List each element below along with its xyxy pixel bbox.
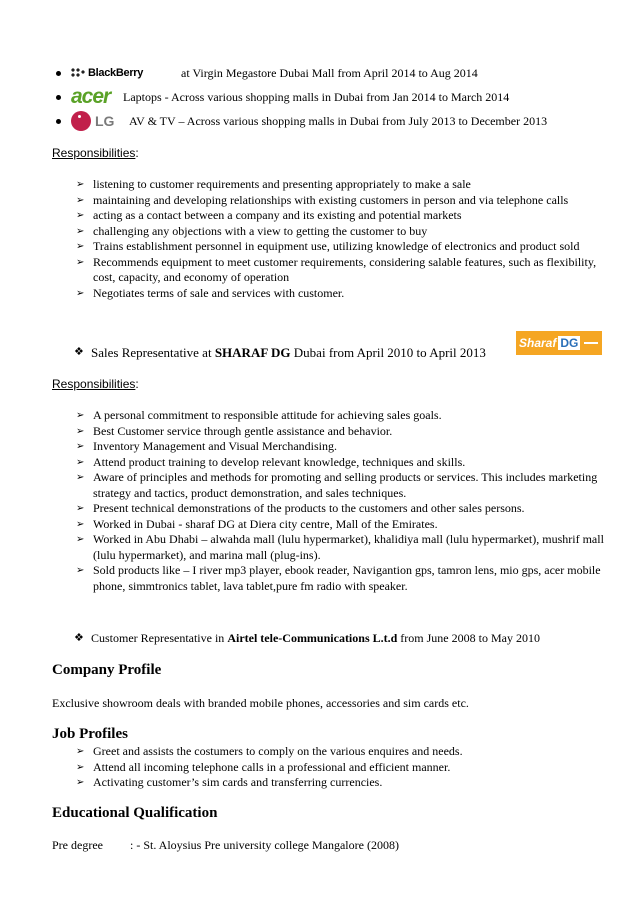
- company-profile-text: Exclusive showroom deals with branded mobile phones, accessories and sim cards etc.: [52, 696, 469, 710]
- lg-face-icon: [71, 111, 91, 131]
- blackberry-logo: BlackBerry: [71, 67, 181, 79]
- list-item: ➢ Worked in Abu Dhabi – alwahda mall (lulu hypermarket), khalidiya mall (lulu hypermarket), mushrif mall (lulu hypermarket), and marina mall (plug-ins).: [76, 532, 616, 563]
- responsibilities-list-2: [76, 408, 616, 594]
- brand-text: AV & TV – Across various shopping malls in Dubai from July 2013 to December 2013: [129, 113, 548, 128]
- list-item: ➢ Greet and assists the costumers to comply on the various enquires and needs.: [76, 744, 616, 760]
- list-item: ➢ acting as a contact between a company and its existing and potential markets: [76, 208, 616, 224]
- responsibilities-heading-2: Responsibilities:: [52, 377, 139, 391]
- list-item: ➢ listening to customer requirements and presenting appropriately to make a sale: [76, 177, 616, 193]
- list-item: ➢ Recommends equipment to meet customer requirements, considering salable features, such as flexibility, cost, capacity, and economy of operation: [76, 255, 616, 286]
- sales-rep-line: Sales Representative at SHARAF DG Dubai from April 2010 to April 2013: [91, 345, 486, 360]
- list-item: ➢ Trains establishment personnel in equipment use, utilizing knowledge of electronics and product sold: [76, 239, 616, 255]
- brand-text: Laptops - Across various shopping malls in Dubai from Jan 2014 to March 2014: [123, 89, 510, 104]
- list-item: ➢ A personal commitment to responsible attitude for achieving sales goals.: [76, 408, 616, 424]
- list-item: ➢ Inventory Management and Visual Merchandising.: [76, 439, 616, 455]
- lg-logo: LG: [71, 111, 129, 131]
- list-item: ➢ maintaining and developing relationships with existing customers in person and via telephone calls: [76, 193, 616, 209]
- list-item: ➢ Activating customer’s sim cards and transferring currencies.: [76, 775, 616, 791]
- list-item: ➢ Aware of principles and methods for promoting and selling products or services. This includes marketing strategy and tactics, product demonstration, and sales techniques.: [76, 470, 616, 501]
- list-item: ➢ Present technical demonstrations of the products to the customers and other sales persons.: [76, 501, 616, 517]
- job-profiles-list: [76, 744, 616, 791]
- education-label: Pre degree: [52, 838, 103, 852]
- responsibilities-list-1: [76, 177, 616, 301]
- list-item: ➢ Worked in Dubai - sharaf DG at Diera city centre, Mall of the Emirates.: [76, 517, 616, 533]
- sharaf-dg-logo: Sharaf DG: [516, 331, 602, 355]
- bullet-dot: [56, 119, 61, 124]
- job-profiles-heading: Job Profiles: [52, 726, 128, 742]
- company-profile-heading: Company Profile: [52, 662, 162, 678]
- education-heading: Educational Qualification: [52, 805, 218, 821]
- list-item: ➢ Best Customer service through gentle assistance and behavior.: [76, 424, 616, 440]
- diamond-bullet-icon: ❖: [74, 345, 84, 358]
- list-item: ➢ Sold products like – I river mp3 player, ebook reader, Navigantion gps, tamron lens, mio gps, acer mobile phone, simmtronics tablet, lava tablet,pure fm radio with speaker.: [76, 563, 616, 594]
- bullet-dot: [56, 71, 61, 76]
- blackberry-icon: [71, 68, 85, 78]
- brand-row-lg: [56, 110, 547, 132]
- brand-row-acer: [56, 86, 509, 108]
- education-value: : - St. Aloysius Pre university college Mangalore (2008): [130, 838, 399, 852]
- customer-rep-line: Customer Representative in Airtel tele-Communications L.t.d from June 2008 to May 2010: [91, 631, 540, 645]
- list-item: ➢ Negotiates terms of sale and services with customer.: [76, 286, 616, 302]
- diamond-bullet-icon: ❖: [74, 631, 84, 644]
- list-item: ➢ Attend product training to develop relevant knowledge, techniques and skills.: [76, 455, 616, 471]
- list-item: ➢ challenging any objections with a view to getting the customer to buy: [76, 224, 616, 240]
- acer-logo: acer: [71, 85, 111, 108]
- list-item: ➢ Attend all incoming telephone calls in a professional and efficient manner.: [76, 760, 616, 776]
- brand-text: at Virgin Megastore Dubai Mall from April 2014 to Aug 2014: [181, 65, 478, 80]
- responsibilities-heading-1: Responsibilities:: [52, 146, 139, 160]
- brand-row-blackberry: [56, 62, 478, 84]
- bullet-dot: [56, 95, 61, 100]
